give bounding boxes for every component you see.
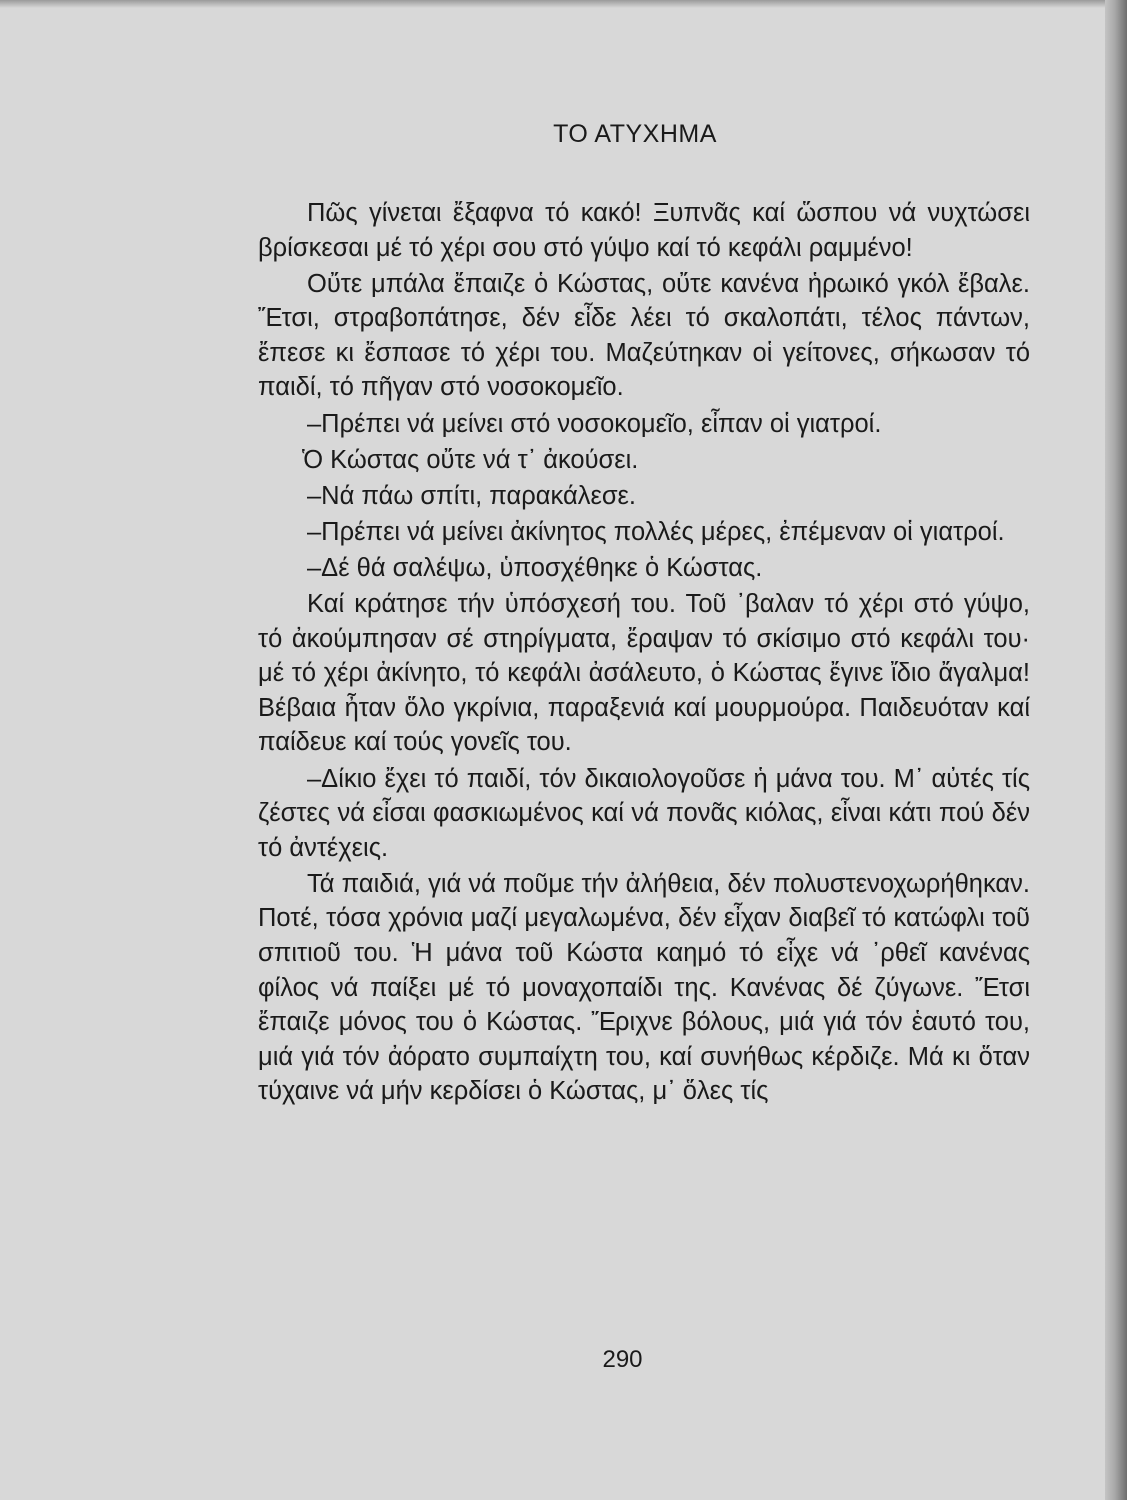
paragraph: Πῶς γίνεται ἔξαφνα τό κακό! Ξυπνᾶς καί ὥσπου νά νυχτώσει βρίσκεσαι μέ τό χέρι σου στό γύψο καί τό κεφάλι ραμμένο! <box>258 199 1030 262</box>
page-top-shadow <box>0 0 1127 8</box>
page-number: 290 <box>602 1346 643 1373</box>
dialogue-line: –Νά πάω σπίτι, παρακάλεσε. <box>307 481 637 510</box>
paragraph: Ὁ Κώστας οὔτε νά τ᾽ ἀκούσει. <box>302 445 639 474</box>
dialogue-line: –Πρέπει νά μείνει στό νοσοκομεῖο, εἶπαν οἱ γιατροί. <box>307 409 882 438</box>
book-binding-shadow <box>1105 0 1127 1500</box>
paragraph: Καί κράτησε τήν ὑπόσχεσή του. Τοῦ ᾽βαλαν τό χέρι στό γύψο, τό ἀκούμπησαν σέ στηρίγματα, ἔραψαν τό σκίσιμο στό κεφάλι του· μέ τό χέρι ἀκίνητο, τό κεφάλι ἀσάλευτο, ὁ Κώστας ἔγινε ἴδιο ἄγαλμα! Βέβαια ἦταν ὅλο γκρίνια, παραξενιά καί μουρμούρα. Παιδευόταν καί παίδευε καί τούς γονεῖς του. <box>258 590 1030 757</box>
story-body <box>258 196 1030 1110</box>
paragraph: Οὔτε μπάλα ἔπαιζε ὁ Κώστας, οὔτε κανένα ἡρωικό γκόλ ἔβαλε. Ἔτσι, στραβοπάτησε, δέν εἶδε λέει τό σκαλοπάτι, τέλος πάντων, ἔπεσε κι ἔσπασε τό χέρι του. Μαζεύτηκαν οἱ γείτονες, σήκωσαν τό παιδί, τό πῆγαν στό νοσοκομεῖο. <box>258 269 1030 402</box>
dialogue-line: –Δέ θά σαλέψω, ὑποσχέθηκε ὁ Κώστας. <box>307 553 763 582</box>
dialogue-line: –Δίκιο ἔχει τό παιδί, τόν δικαιολογοῦσε ἡ μάνα του. Μ᾽ αὐτές τίς ζέστες νά εἶσαι φασκιωμένος καί νά πονᾶς κιόλας, εἶναι κάτι πού δέν τό ἀντέχεις. <box>258 764 1030 862</box>
chapter-title: ΤΟ ΑΤΥΧΗΜΑ <box>553 120 717 148</box>
paragraph: Τά παιδιά, γιά νά ποῦμε τήν ἀλήθεια, δέν πολυστενοχωρήθηκαν. Ποτέ, τόσα χρόνια μαζί μεγαλωμένα, δέν εἶχαν διαβεῖ τό κατώφλι τοῦ σπιτιοῦ του. Ἡ μάνα τοῦ Κώστα καημό τό εἶχε νά ᾽ρθεῖ κανένας φίλος νά παίξει μέ τό μοναχοπαίδι της. Κανένας δέ ζύγωνε. Ἔτσι ἔπαιζε μόνος του ὁ Κώστας. Ἔριχνε βόλους, μιά γιά τόν ἑαυτό του, μιά γιά τόν ἀόρατο συμπαίχτη του, καί συνήθως κέρδιζε. Μά κι ὅταν τύχαινε νά μήν κερδίσει ὁ Κώστας, μ᾽ ὅλες τίς <box>258 869 1030 1106</box>
dialogue-line: –Πρέπει νά μείνει ἀκίνητος πολλές μέρες, ἐπέμεναν οἱ γιατροί. <box>307 517 1005 546</box>
